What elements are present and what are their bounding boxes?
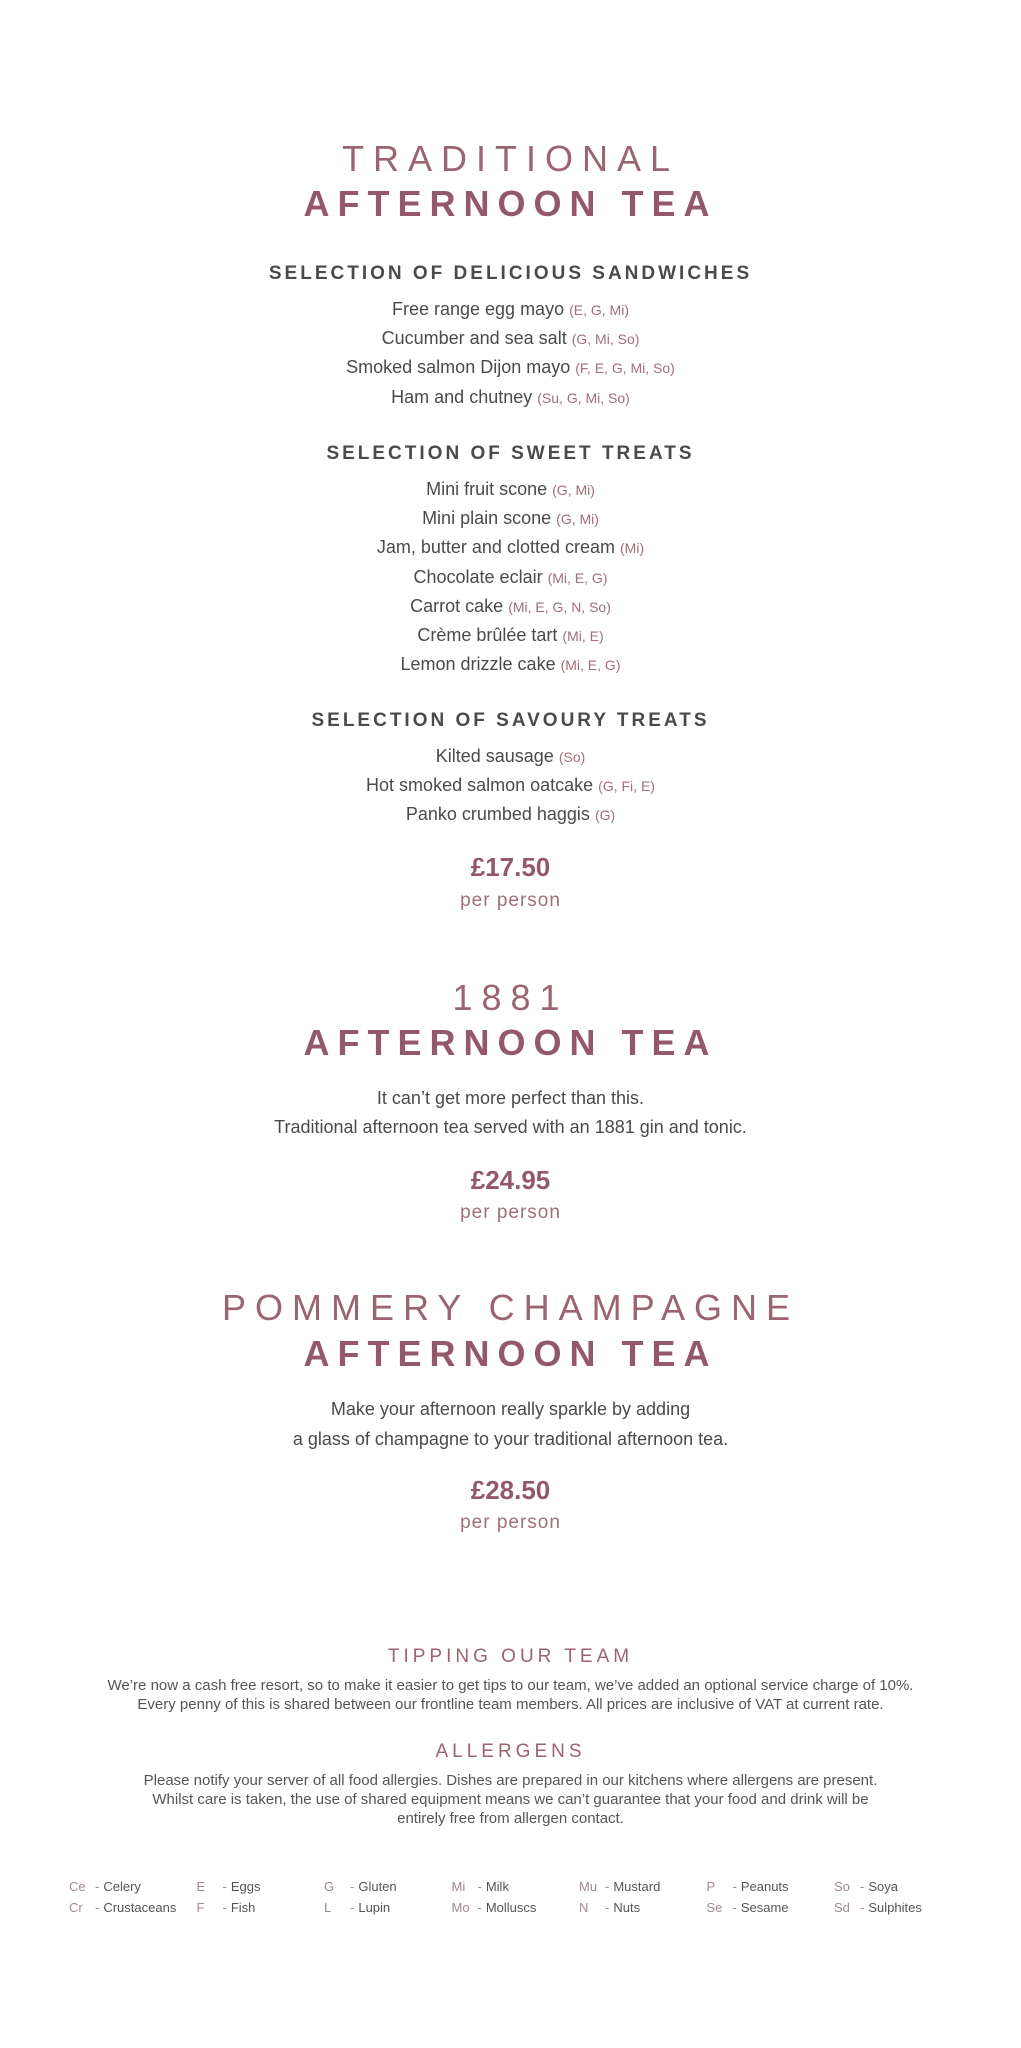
menu-item-name: Crème brûlée tart xyxy=(417,625,558,645)
menu-item-name: Hot smoked salmon oatcake xyxy=(366,775,594,796)
legend-code: So xyxy=(834,1879,850,1894)
traditional-per-person: per person xyxy=(460,890,561,911)
menu-item-name: Ham and chutney xyxy=(391,386,533,407)
champagne-desc-2: a glass of champagne to your traditional afternoon tea. xyxy=(292,1429,729,1449)
gin-price: £24.95 xyxy=(470,1165,551,1195)
legend-entry xyxy=(452,1879,509,1895)
menu-item xyxy=(0,328,1021,349)
menu-item-allergens: (G, Mi, So) xyxy=(571,331,640,348)
legend-code: Se xyxy=(706,1900,723,1915)
allergens-line-1: Please notify your server of all food allergies. Dishes are prepared in our kitchens where allergens are present. xyxy=(143,1772,878,1789)
menu-item-name: Smoked salmon Dijon mayo xyxy=(346,357,571,378)
menu-item-name: Cucumber and sea salt xyxy=(381,328,567,349)
tipping-line-2: Every penny of this is shared between our frontline team members. All prices are inclusive of VAT at current rate. xyxy=(137,1696,884,1713)
menu-item xyxy=(0,479,1021,500)
gin-desc-1: It can’t get more perfect than this. xyxy=(376,1088,645,1108)
menu-item-allergens: (So) xyxy=(558,749,586,765)
legend-label: Molluscs xyxy=(485,1900,537,1915)
menu-item-name: Mini fruit scone xyxy=(426,479,548,499)
legend-code: F xyxy=(196,1900,205,1915)
menu-item-allergens: (Mi, E, G) xyxy=(547,569,608,586)
legend-label: Mustard xyxy=(613,1879,661,1894)
menu-item xyxy=(0,775,1021,796)
legend-code: P xyxy=(706,1879,716,1894)
section-heading: SELECTION OF SWEET TREATS xyxy=(326,443,695,464)
legend-entry xyxy=(579,1900,640,1916)
traditional-price: £17.50 xyxy=(470,852,551,882)
legend-entry xyxy=(834,1879,898,1895)
menu-item xyxy=(0,537,1021,558)
menu-item xyxy=(0,508,1021,529)
legend-separator: - xyxy=(860,1879,865,1894)
menu-item-name: Mini plain scone xyxy=(422,508,552,529)
champagne-price: £28.50 xyxy=(470,1475,551,1505)
legend-entry xyxy=(324,1879,397,1895)
section-heading: SELECTION OF DELICIOUS SANDWICHES xyxy=(268,263,753,284)
allergens-line-3: entirely free from allergen contact. xyxy=(397,1810,624,1827)
tipping-heading: TIPPING OUR TEAM xyxy=(387,1646,634,1667)
legend-label: Fish xyxy=(230,1900,256,1915)
legend-entry xyxy=(707,1879,789,1895)
legend-separator: - xyxy=(732,1900,737,1915)
legend-entry xyxy=(197,1900,256,1916)
champagne-title-line1: POMMERY CHAMPAGNE xyxy=(221,1287,800,1328)
menu-item-allergens: (E, G, Mi) xyxy=(569,302,629,318)
menu-item-allergens: (Mi, E, G) xyxy=(560,657,621,674)
menu-item-allergens: (G, Mi) xyxy=(552,482,595,498)
gin-desc-2: Traditional afternoon tea served with an 1881 gin and tonic. xyxy=(274,1117,747,1137)
legend-label: Gluten xyxy=(358,1879,397,1894)
menu-item-allergens: (G) xyxy=(594,807,616,824)
champagne-desc-1: Make your afternoon really sparkle by adding xyxy=(330,1399,691,1419)
menu-item-allergens: (Mi, E) xyxy=(562,628,604,644)
section-heading: SELECTION OF SAVOURY TREATS xyxy=(311,710,710,731)
legend-label: Soya xyxy=(868,1879,898,1894)
champagne-title-line2: AFTERNOON TEA xyxy=(303,1333,718,1374)
legend-code: Cr xyxy=(69,1900,83,1915)
legend-label: Eggs xyxy=(230,1879,261,1894)
legend-separator: - xyxy=(605,1879,610,1894)
legend-code: N xyxy=(579,1900,589,1915)
menu-item-allergens: (Su, G, Mi, So) xyxy=(537,389,630,406)
legend-code: Mo xyxy=(451,1900,470,1915)
menu-item xyxy=(0,625,1021,646)
legend-code: L xyxy=(324,1900,332,1915)
allergens-line-2: Whilst care is taken, the use of shared equipment means we can’t guarantee that your food and drink will be xyxy=(152,1791,869,1808)
menu-item-allergens: (G, Fi, E) xyxy=(598,778,655,795)
legend-entry xyxy=(324,1900,390,1916)
legend-entry xyxy=(69,1900,176,1916)
legend-separator: - xyxy=(222,1900,227,1915)
legend-separator: - xyxy=(477,1900,482,1915)
menu-item xyxy=(0,567,1021,588)
menu-item xyxy=(0,357,1021,378)
menu-item-allergens: (Mi) xyxy=(620,540,645,557)
legend-code: Mu xyxy=(579,1879,598,1894)
legend-code: Ce xyxy=(69,1879,86,1894)
legend-entry xyxy=(707,1900,789,1916)
legend-separator: - xyxy=(605,1900,610,1915)
menu-item-allergens: (F, E, G, Mi, So) xyxy=(575,360,675,377)
menu-item-allergens: (Mi, E, G, N, So) xyxy=(508,598,611,615)
legend-label: Lupin xyxy=(358,1900,391,1915)
legend-entry xyxy=(579,1879,660,1895)
menu-item-name: Lemon drizzle cake xyxy=(400,654,556,675)
legend-separator: - xyxy=(477,1879,482,1894)
legend-separator: - xyxy=(95,1900,100,1915)
menu-item xyxy=(0,654,1021,675)
legend-label: Celery xyxy=(103,1879,141,1894)
menu-item xyxy=(0,387,1021,408)
legend-code: E xyxy=(196,1879,206,1894)
legend-separator: - xyxy=(860,1900,865,1915)
menu-item-name: Jam, butter and clotted cream xyxy=(376,537,615,558)
legend-code: G xyxy=(324,1879,335,1894)
legend-separator: - xyxy=(732,1879,737,1894)
traditional-title-line2: AFTERNOON TEA xyxy=(303,183,718,224)
legend-entry xyxy=(452,1900,537,1916)
menu-item-name: Kilted sausage xyxy=(435,746,554,766)
legend-label: Sulphites xyxy=(868,1900,922,1915)
legend-separator: - xyxy=(222,1879,227,1894)
gin-title-line1: 1881 xyxy=(452,977,569,1018)
menu-item xyxy=(0,804,1021,825)
menu-item-name: Free range egg mayo xyxy=(391,299,565,319)
champagne-per-person: per person xyxy=(460,1512,561,1533)
menu-item xyxy=(0,596,1021,617)
legend-entry xyxy=(834,1900,922,1916)
tipping-line-1: We’re now a cash free resort, so to make it easier to get tips to our team, we’ve added an optional service charge of 10%. xyxy=(107,1677,914,1694)
menu-item-name: Carrot cake xyxy=(410,595,504,616)
gin-title-line2: AFTERNOON TEA xyxy=(303,1022,718,1063)
allergens-heading: ALLERGENS xyxy=(435,1741,586,1762)
legend-label: Crustaceans xyxy=(103,1900,177,1915)
gin-per-person: per person xyxy=(460,1202,561,1223)
legend-label: Sesame xyxy=(740,1900,789,1915)
legend-code: Mi xyxy=(451,1879,466,1894)
legend-label: Milk xyxy=(485,1879,509,1894)
menu-item xyxy=(0,746,1021,767)
menu-item xyxy=(0,299,1021,320)
legend-entry xyxy=(69,1879,141,1895)
menu-item-name: Chocolate eclair xyxy=(413,566,543,587)
legend-separator: - xyxy=(350,1879,355,1894)
legend-label: Peanuts xyxy=(740,1879,789,1894)
legend-code: Sd xyxy=(834,1900,850,1915)
menu-item-name: Panko crumbed haggis xyxy=(405,804,590,825)
legend-entry xyxy=(197,1879,261,1895)
traditional-title-line1: TRADITIONAL xyxy=(341,138,680,179)
legend-label: Nuts xyxy=(613,1900,641,1915)
legend-separator: - xyxy=(350,1900,355,1915)
legend-separator: - xyxy=(95,1879,100,1894)
menu-item-allergens: (G, Mi) xyxy=(556,511,599,528)
